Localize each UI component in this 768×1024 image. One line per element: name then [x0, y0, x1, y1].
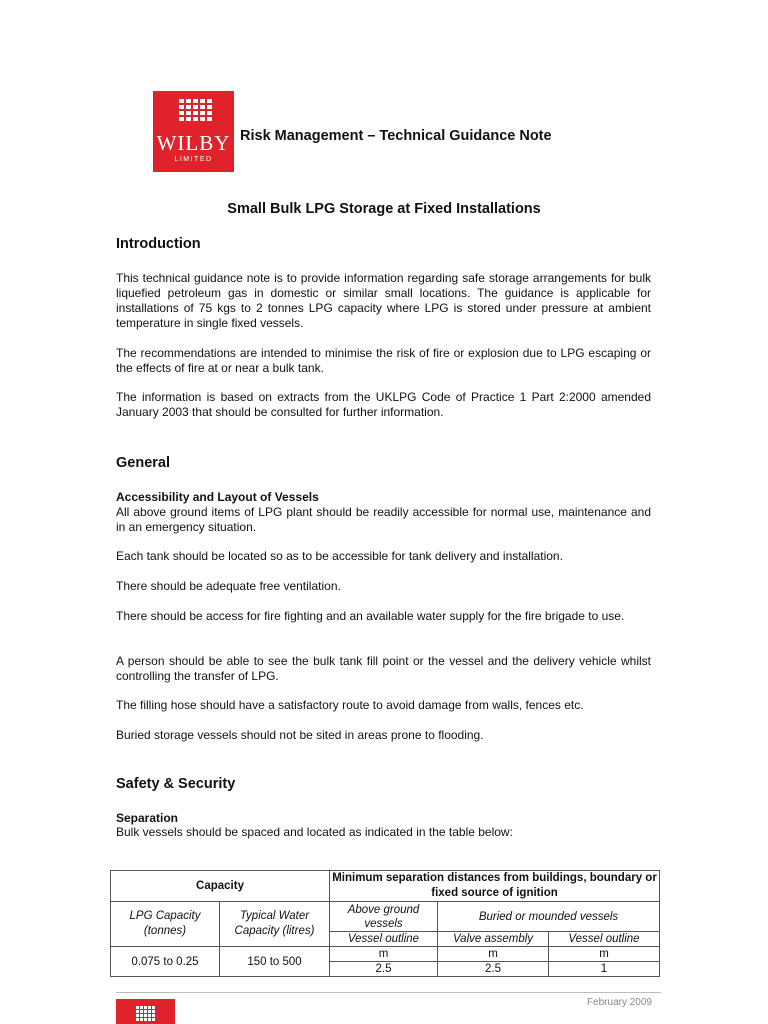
- separation-intro: Bulk vessels should be spaced and located as indicated in the table below:: [116, 825, 513, 839]
- general-paragraph-7: Buried storage vessels should not be sited in areas prone to flooding.: [116, 728, 484, 742]
- document-title: Small Bulk LPG Storage at Fixed Installations: [227, 201, 541, 217]
- row1-lpg-capacity: 0.075 to 0.25: [111, 947, 220, 977]
- general-paragraph-4: There should be access for fire fighting and an available water supply for the fire brigade to use.: [116, 609, 625, 623]
- vessel-outline-header-1: Vessel outline: [330, 932, 438, 947]
- intro-paragraph-1: This technical guidance note is to provide information regarding safe storage arrangements for bulk liquefied petroleum gas in domestic or similar small locations. The guidance is applicable for installations of 75 kgs to 2 tonnes LPG capacity where LPG is stored under pressure at ambient temperature in single fixed vessels.: [116, 271, 651, 330]
- row1-water-capacity: 150 to 500: [220, 947, 330, 977]
- distance-header: Minimum separation distances from buildings, boundary or fixed source of ignition: [330, 871, 660, 902]
- value-cell: 2.5: [330, 962, 438, 977]
- safety-heading: Safety & Security: [116, 776, 236, 792]
- general-heading: General: [116, 455, 170, 471]
- general-paragraph-5: A person should be able to see the bulk tank fill point or the vessel and the delivery vehicle whilst controlling the transfer of LPG.: [116, 654, 651, 683]
- accessibility-subheading: Accessibility and Layout of Vessels: [116, 490, 319, 504]
- unit-cell: m: [549, 947, 660, 962]
- header-title: Risk Management – Technical Guidance Note: [240, 128, 552, 144]
- wilby-logo: [153, 91, 234, 172]
- unit-cell: m: [438, 947, 549, 962]
- logo-wordmark: WILBY: [156, 131, 231, 155]
- vessel-outline-header-2: Vessel outline: [549, 932, 660, 947]
- introduction-heading: Introduction: [116, 236, 201, 252]
- intro-paragraph-3: The information is based on extracts from the UKLPG Code of Practice 1 Part 2:2000 amended January 2003 that should be consulted for further information.: [116, 390, 651, 419]
- valve-assembly-header: Valve assembly: [438, 932, 549, 947]
- intro-paragraph-2: The recommendations are intended to minimise the risk of fire or explosion due to LPG escaping or the effects of fire at or near a bulk tank.: [116, 346, 651, 375]
- general-paragraph-1: All above ground items of LPG plant should be readily accessible for normal use, maintenance and in an emergency situation.: [116, 505, 651, 534]
- logo-grid-icon: [179, 99, 210, 121]
- value-cell: 2.5: [438, 962, 549, 977]
- separation-subheading: Separation: [116, 811, 179, 825]
- water-capacity-header: Typical Water Capacity (litres): [220, 902, 330, 947]
- footer-logo-grid-icon: [136, 1006, 155, 1021]
- value-cell: 1: [549, 962, 660, 977]
- general-paragraph-6: The filling hose should have a satisfactory route to avoid damage from walls, fences etc.: [116, 698, 584, 712]
- capacity-header: Capacity: [111, 871, 330, 902]
- above-ground-header: Above ground vessels: [330, 902, 438, 932]
- buried-header: Buried or mounded vessels: [438, 902, 660, 932]
- footer-date: February 2009: [586, 997, 652, 1008]
- general-paragraph-3: There should be adequate free ventilation.: [116, 579, 341, 593]
- footer-divider: [116, 992, 661, 993]
- logo-subtext: LIMITED: [174, 156, 213, 163]
- footer-logo: [116, 999, 175, 1024]
- general-paragraph-2: Each tank should be located so as to be accessible for tank delivery and installation.: [116, 549, 563, 563]
- lpg-capacity-header: LPG Capacity (tonnes): [111, 902, 220, 947]
- unit-cell: m: [330, 947, 438, 962]
- separation-table: [110, 870, 660, 977]
